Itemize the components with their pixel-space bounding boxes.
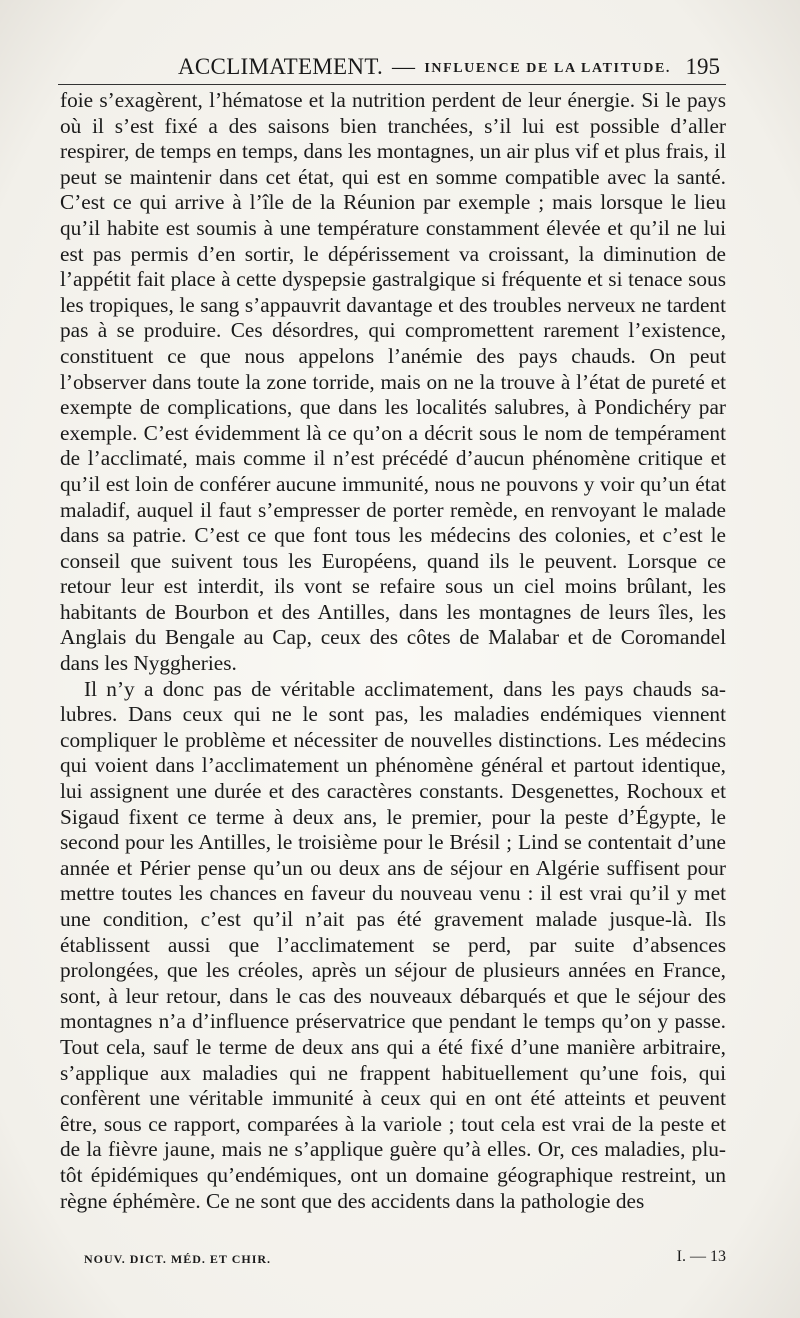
running-header bbox=[58, 48, 726, 85]
printer-signature: NOUV. DICT. MÉD. ET CHIR. bbox=[84, 1252, 272, 1266]
page-number: 195 bbox=[685, 54, 720, 79]
paragraph: Il n’y a donc pas de véritable acclimatement, dans les pays chauds salubres. Dans ceux qui ne le sont pas, les maladies endémiques viennent compliquer le problème et nécessiter de nouvelles distinctions. Les médecins qui voient dans l’acclimatement un phénomène général et partout identique, lui assignent une durée et des caractères constants. Desgenettes, Rochoux et Sigaud fixent ce terme à deux ans, le premier, pour la peste d’Égypte, le second pour les Antilles, le troisième pour le Brésil ; Lind se contentait d’une année et Périer pense qu’un ou deux ans de séjour en Algérie suffisent pour mettre toutes les chances en faveur du nouveau venu : il est vrai qu’il y met une condition, c’est qu’il n’ait pas été gravement malade jusque-là. Ils établissent aussi que l’acclimatement se perd, par suite d’absences prolongées, que les créoles, après un séjour de plusieurs années en France, sont, à leur retour, dans le cas des nouveaux débarqués et que le séjour des montagnes n’a d’influence préservatrice que pendant le temps qu’on y passe. Tout cela, sauf le terme de deux ans qui a été fixé d’une manière arbitraire, s’applique aux maladies qui ne frappent habituellement qu’une fois, qui confèrent une véritable immunité à ceux qui en ont été atteints et peuvent être, sous ce rapport, comparées à la variole ; tout cela est vrai de la peste et de la fièvre jaune, mais ne s’applique guère qu’à elles. Or, ces maladies, plutôt épidémiques qu’endémiques, ont un domaine géographique restreint, un règne éphémère. Ce ne sont que des accidents dans la pathologie des bbox=[60, 676, 726, 1213]
signature-mark: I. — 13 bbox=[676, 1248, 726, 1265]
paragraph: foie s’exagèrent, l’hématose et la nutrition perdent de leur énergie. Si le pays où il s’est fixé a des saisons bien tranchées, s’il lui est possible d’aller respirer, de temps en temps, dans les montagnes, un air plus vif et plus frais, il peut se maintenir dans cet état, qui est en somme compatible avec la santé. C’est ce qui arrive à l’île de la Réunion par exemple ; mais lorsque le lieu qu’il habite est soumis à une température constamment élevée et qu’il ne lui est pas permis d’en sortir, le dépérissement va croissant, la diminution de l’appétit fait place à cette dyspepsie gastralgique si fréquente et si tenace sous les tropiques, le sang s’appauvrit davantage et des troubles nerveux ne tardent pas à se produire. Ces désordres, qui compromettent rarement l’existence, constituent ce que nous appelons l’anémie des pays chauds. On peut l’observer dans toute la zone torride, mais on ne la trouve à l’état de pureté et exempte de complications, que dans les localités salubres, à Pondichéry par exemple. C’est évidemment là ce qu’on a décrit sous le nom de tempérament de l’acclimaté, mais comme il n’est précédé d’aucun phénomène critique et qu’il est loin de conférer aucune immunité, nous ne pouvons y voir qu’un état maladif, auquel il faut s’empresser de porter remède, en renvoyant le malade dans sa patrie. C’est ce que font tous les médecins des colonies, et c’est le conseil que suivent tous les Européens, quand ils le peuvent. Lorsque ce retour leur est interdit, ils vont se refaire sous un ciel moins brûlant, les habitants de Bourbon et des Antilles, dans les montagnes de leurs îles, les Anglais du Bengale au Cap, ceux des côtes de Malabar et de Coromandel dans les Nyggheries. bbox=[60, 88, 726, 676]
header-separator: — bbox=[392, 54, 416, 79]
header-subtitle: INFLUENCE DE LA LATITUDE. bbox=[424, 61, 671, 76]
header-title: ACCLIMATEMENT. bbox=[178, 54, 384, 79]
body-text bbox=[60, 88, 726, 1214]
footer bbox=[84, 1250, 726, 1274]
running-title bbox=[178, 54, 671, 80]
